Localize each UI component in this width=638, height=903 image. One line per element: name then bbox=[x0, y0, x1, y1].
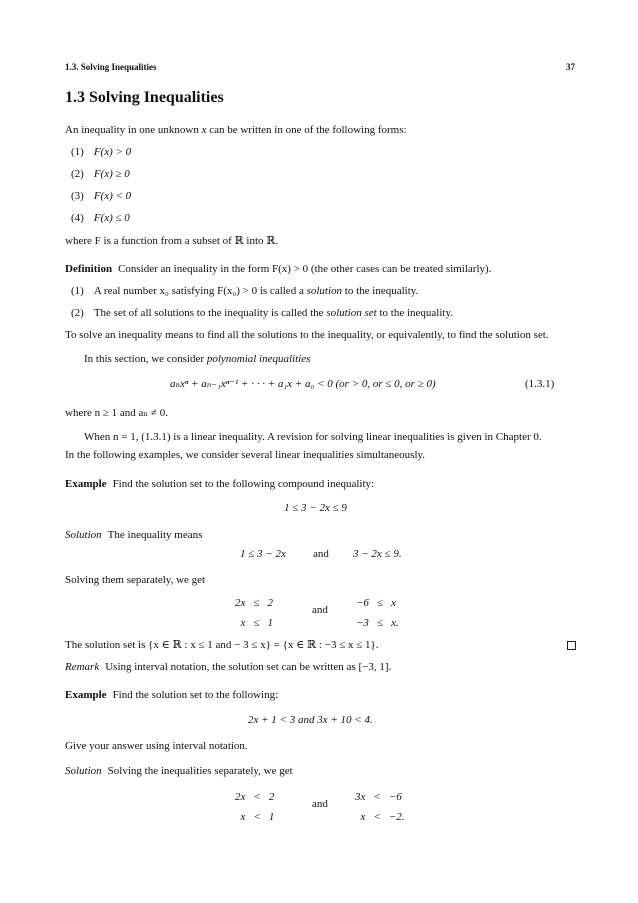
example-heading: Example Find the solution set to the following: bbox=[65, 689, 279, 701]
display-inequality: 1 ≤ 3 − 2x ≤ 9 bbox=[284, 502, 347, 514]
rhs: x. bbox=[390, 617, 399, 629]
rel: ≤ bbox=[253, 617, 260, 629]
intro-paragraph: An inequality in one unknown x can be written in one of the following forms: bbox=[65, 124, 407, 136]
solving-text: Solving them separately, we get bbox=[65, 574, 206, 586]
solve-definition: To solve an inequality means to find all the solutions to the inequality, or equivalently, to find the solution set. bbox=[65, 329, 549, 341]
where-f-text: where F is a function from a subset of ℝ into ℝ. bbox=[65, 235, 279, 247]
lhs: x bbox=[240, 617, 246, 629]
linear-case-text: In the following examples, we consider several linear inequalities simultaneously. bbox=[65, 449, 426, 461]
lhs: −3 bbox=[356, 617, 369, 629]
section-title: 1.3 Solving Inequalities bbox=[65, 89, 224, 106]
polynomial-inequality: aₙxⁿ + aₙ₋₁xⁿ⁻¹ + · · · + a₁x + a₀ < 0 (or > 0, or ≤ 0, or ≥ 0) bbox=[170, 378, 436, 390]
example-heading: Example Find the solution set to the following compound inequality: bbox=[65, 478, 375, 490]
rel: ≤ bbox=[253, 597, 260, 609]
lhs: x bbox=[240, 811, 246, 823]
and-connector: and bbox=[312, 604, 328, 616]
section-intro: In this section, we consider polynomial inequalities bbox=[84, 353, 311, 365]
form-item: (1) F(x) > 0 bbox=[71, 146, 132, 158]
rel: ≤ bbox=[376, 617, 383, 629]
where-n-text: where n ≥ 1 and aₙ ≠ 0. bbox=[65, 407, 168, 419]
equation-number: (1.3.1) bbox=[525, 378, 555, 390]
split-left: 1 ≤ 3 − 2x bbox=[240, 548, 286, 560]
rel: < bbox=[253, 791, 261, 803]
form-item: (4) F(x) ≤ 0 bbox=[71, 212, 130, 224]
definition-item: (2) The set of all solutions to the inequality is called the solution set to the inequality. bbox=[71, 307, 454, 319]
qed-icon bbox=[567, 641, 576, 650]
solution-line: Solution Solving the inequalities separately, we get bbox=[65, 765, 293, 777]
right-system bbox=[356, 596, 399, 630]
page-number: 37 bbox=[566, 62, 575, 72]
form-item: (3) F(x) < 0 bbox=[71, 190, 132, 202]
rhs: −6 bbox=[388, 791, 402, 803]
rel: < bbox=[253, 811, 261, 823]
rhs: 1 bbox=[268, 811, 275, 823]
rhs: x bbox=[390, 597, 396, 609]
display-inequality: 2x + 1 < 3 and 3x + 10 < 4. bbox=[248, 714, 373, 726]
rhs: 1 bbox=[267, 617, 273, 629]
rel: < bbox=[373, 791, 381, 803]
running-header: 1.3. Solving Inequalities bbox=[65, 62, 157, 72]
form-item: (2) F(x) ≥ 0 bbox=[71, 168, 130, 180]
lhs: 2x bbox=[235, 791, 246, 803]
lhs: 2x bbox=[235, 597, 246, 609]
definition-item: (1) A real number x₀ satisfying F(x₀) > 0 is called a solution to the inequality. bbox=[71, 285, 419, 297]
and-connector: and bbox=[312, 798, 328, 810]
conclusion: The solution set is {x ∈ ℝ : x ≤ 1 and − 3 ≤ x} = {x ∈ ℝ : −3 ≤ x ≤ 1}. bbox=[65, 639, 379, 651]
rhs: 2 bbox=[268, 791, 275, 803]
split-and: and bbox=[313, 548, 329, 560]
remark: Remark Using interval notation, the solution set can be written as [−3, 1]. bbox=[65, 661, 392, 673]
rhs: 2 bbox=[267, 597, 273, 609]
right-system bbox=[355, 790, 405, 824]
definition: Definition Consider an inequality in the form F(x) > 0 (the other cases can be treated similarly). bbox=[65, 263, 492, 275]
lhs: 3x bbox=[355, 791, 366, 803]
solution-line: Solution The inequality means bbox=[65, 529, 203, 541]
split-right: 3 − 2x ≤ 9. bbox=[353, 548, 402, 560]
lhs: x bbox=[360, 811, 366, 823]
rel: ≤ bbox=[376, 597, 383, 609]
linear-case-text: When n = 1, (1.3.1) is a linear inequality. A revision for solving linear inequalities is given in Chapter 0. bbox=[84, 431, 542, 443]
left-system bbox=[235, 790, 274, 824]
left-system bbox=[235, 596, 273, 630]
rel: < bbox=[373, 811, 381, 823]
rhs: −2. bbox=[388, 811, 405, 823]
lhs: −6 bbox=[356, 597, 369, 609]
give-answer-text: Give your answer using interval notation. bbox=[65, 740, 248, 752]
